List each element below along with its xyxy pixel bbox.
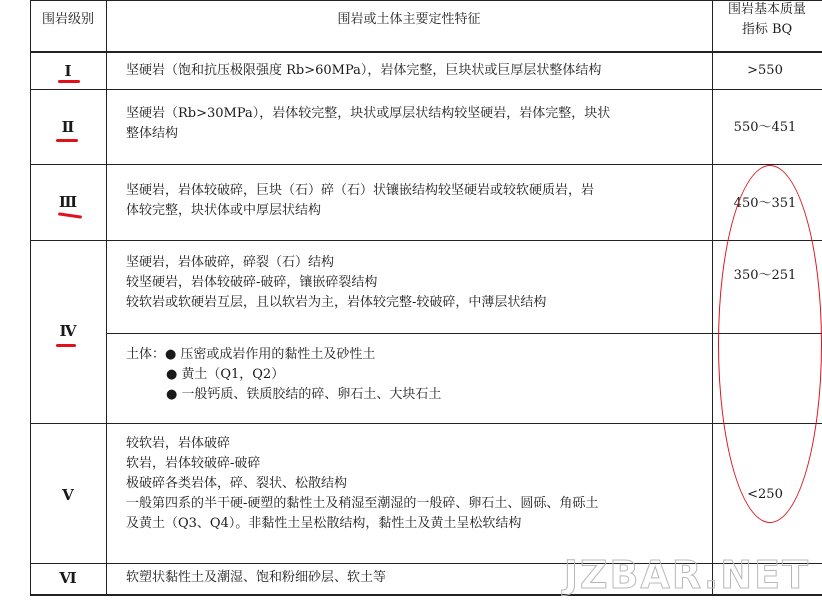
row-5-description: 较软岩，岩体破碎 软岩，岩体较破碎-破碎 极破碎各类岩体，碎、裂状、松散结构 一般第四系的半干硬-硬塑的黏性土及稍湿至潮湿的一般碎、卵石土、圆砾、角砾土 及黄土（Q3、Q4）。非黏性土呈松散结构，黏性土及黄土呈松软结构 [126, 436, 599, 531]
grade-5: Ⅴ [62, 486, 74, 504]
row-6-description: 软塑状黏性土及潮湿、饱和粉细砂层、软土等 [126, 570, 387, 585]
bullet-icon: ● [166, 387, 178, 402]
col-rule-2 [712, 0, 713, 596]
row-4-soil-description: 土体：● 压密或成岩作用的黏性土及砂性土 ● 黄土（Q1，Q2） ● 一般钙质、铁质胶结的碎、卵石土、大块石土 [126, 345, 706, 405]
watermark: JZBAR.NET [563, 553, 810, 597]
header-bq-line2: 指标 BQ [741, 22, 793, 37]
row-1-bq: >550 [747, 63, 783, 78]
row-3-description: 坚硬岩，岩体较破碎，巨块（石）碎（石）状镶嵌结构较坚硬岩或较软硬质岩，岩 体较完整，块状体或中厚层状结构 [126, 183, 595, 218]
grade-1: Ⅰ [64, 62, 72, 80]
row-rule-2 [30, 164, 822, 165]
header-bq-line1: 围岩基本质量 [727, 2, 806, 17]
row-4-rock-description: 坚硬岩，岩体破碎，碎裂（石）结构 较坚硬岩，岩体较破碎-破碎，镶嵌碎裂结构 较软岩或软硬岩互层，且以软岩为主，岩体较完整-较破碎，中薄层状结构 [126, 255, 547, 310]
header-characteristics: 围岩或土体主要定性特征 [337, 12, 481, 27]
row-4-bq: 350～251 [733, 268, 797, 283]
col-rule-left [30, 0, 31, 596]
row-1-description: 坚硬岩（饱和抗压极限强度 Rb>60MPa），岩体完整，巨块状或巨厚层状整体结构 [126, 63, 602, 78]
row-5-bq: <250 [747, 487, 783, 502]
grade-4: Ⅳ [59, 322, 77, 340]
grade-3: Ⅲ [58, 193, 78, 211]
header-bq [712, 0, 822, 40]
soil-label: 土体： [126, 347, 166, 362]
grade-6: Ⅵ [59, 569, 77, 587]
row-3-bq: 450～351 [733, 196, 797, 211]
bullet-icon: ● [165, 347, 177, 362]
header-grade: 围岩级别 [41, 12, 94, 27]
annotation-underline-3 [58, 212, 82, 218]
annotation-underline-1 [58, 80, 80, 83]
annotation-underline-2 [56, 139, 78, 142]
row-rule-1 [30, 89, 822, 90]
row-rule-3 [30, 240, 822, 241]
row-rule-4-inner [106, 333, 822, 334]
bullet-icon: ● [166, 367, 178, 382]
col-rule-1 [106, 0, 107, 596]
annotation-underline-4 [56, 344, 76, 347]
table-top-border [30, 0, 822, 1]
annotation-ellipse [718, 165, 822, 523]
row-rule-5 [30, 423, 822, 424]
header-bottom-rule [30, 51, 822, 53]
row-2-description: 坚硬岩（Rb>30MPa），岩体较完整，块状或厚层状结构较坚硬岩，岩体完整，块状 整体结构 [126, 106, 611, 141]
grade-2: Ⅱ [61, 118, 75, 136]
row-2-bq: 550～451 [733, 120, 797, 135]
